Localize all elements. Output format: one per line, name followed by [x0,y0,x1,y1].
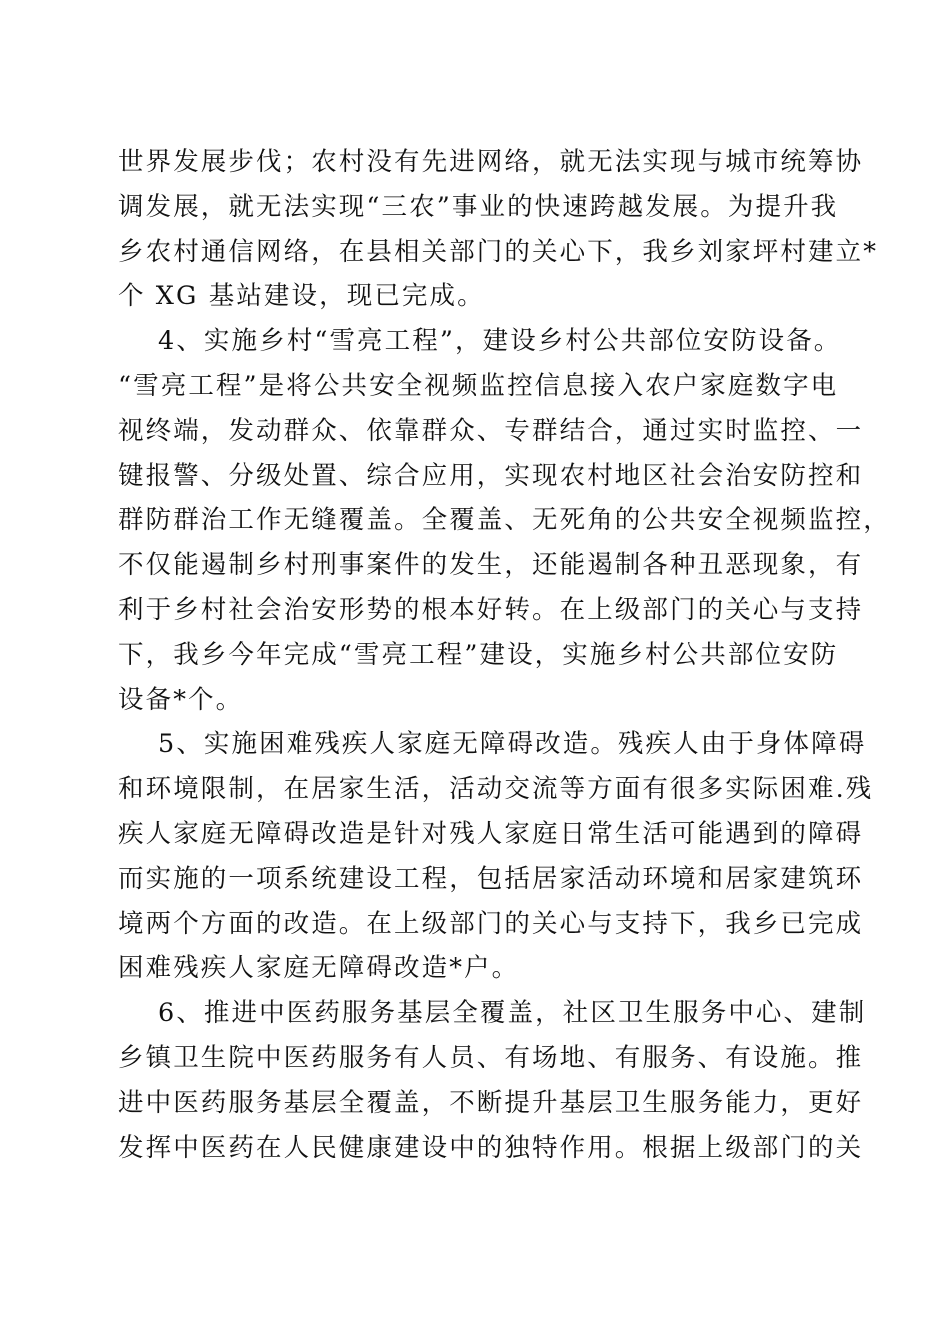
text-line: 和环境限制，在居家生活，活动交流等方面有很多实际困难.残 [118,774,874,805]
body-text [118,140,891,1170]
text-line: 困难残疾人家庭无障碍改造*户。 [118,953,520,984]
text-line: 境两个方面的改造。在上级部门的关心与支持下，我乡已完成 [118,908,864,939]
section-heading-4: 4、实施乡村“雪亮工程”，建设乡村公共部位安防设备。 [158,326,842,357]
text-line: 视终端，发动群众、依靠群众、专群结合，通过实时监控、一 [118,415,864,446]
section-heading-5: 5、实施困难残疾人家庭无障碍改造。残疾人由于身体障碍 [158,729,867,760]
text-line: 疾人家庭无障碍改造是针对残人家庭日常生活可能遇到的障碍 [118,818,864,849]
section-heading-6: 6、推进中医药服务基层全覆盖，社区卫生服务中心、建制 [158,998,867,1029]
text-line: 发挥中医药在人民健康建设中的独特作用。根据上级部门的关 [118,1132,864,1163]
text-line: 个 XG 基站建设，现已完成。 [118,281,485,312]
text-line: 不仅能遏制乡村刑事案件的发生，还能遏制各种丑恶现象，有 [118,550,864,581]
text-line: 乡农村通信网络，在县相关部门的关心下，我乡刘家坪村建立* [118,236,879,267]
text-line: 下，我乡今年完成“雪亮工程”建设，实施乡村公共部位安防 [118,639,839,670]
text-line: 而实施的一项系统建设工程，包括居家活动环境和居家建筑环 [118,863,864,894]
text-line: 进中医药服务基层全覆盖，不断提升基层卫生服务能力，更好 [118,1087,864,1118]
text-line: 群防群治工作无缝覆盖。全覆盖、无死角的公共安全视频监控， [118,505,891,536]
text-line: 键报警、分级处置、综合应用，实现农村地区社会治安防控和 [118,460,864,491]
text-line: 世界发展步伐；农村没有先进网络，就无法实现与城市统筹协 [118,147,864,177]
text-line: 调发展，就无法实现“三农”事业的快速跨越发展。为提升我 [118,191,839,222]
text-line: 乡镇卫生院中医药服务有人员、有场地、有服务、有设施。推 [118,1042,864,1073]
text-line: 利于乡村社会治安形势的根本好转。在上级部门的关心与支持 [118,594,864,625]
text-line: 设备*个。 [118,684,244,715]
text-line: “雪亮工程”是将公共安全视频监控信息接入农户家庭数字电 [118,370,839,401]
